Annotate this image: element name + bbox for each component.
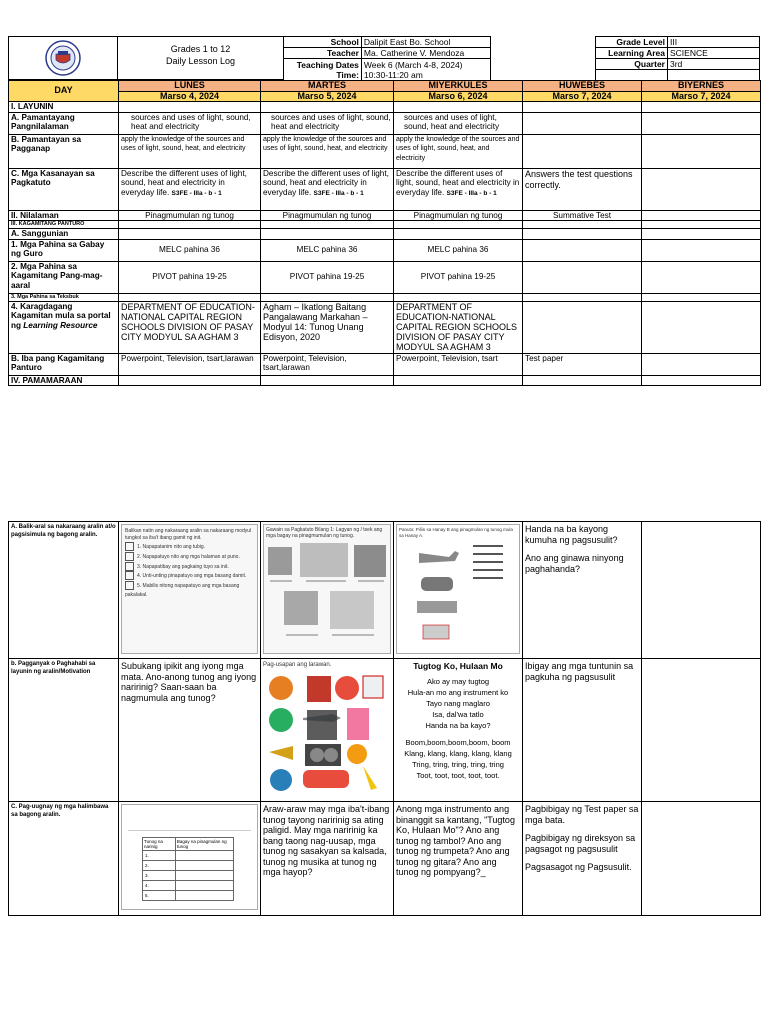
worksheet-cell bbox=[175, 861, 233, 871]
pagganyak-thu: Ibigay ang mga tuntunin sa pagkuha ng pagsusulit bbox=[523, 659, 642, 802]
karagdagan-label-italic: Learning Resource bbox=[23, 320, 98, 330]
kasanayan-tue bbox=[261, 168, 394, 210]
pag-uugnay-thu-2: Pagbibigay ng direksyon sa pagsagot ng pagsusulit bbox=[525, 833, 636, 854]
pang-row bbox=[9, 261, 761, 293]
pamantayang-row bbox=[9, 112, 761, 134]
pag-uugnay-wed: Anong mga instrumento ang binanggit sa kantang, "Tugtog Ko, Hulaan Mo"? Ano ang tunog ng tambol? Ano ang tunog ng trumpeta? Ano ang tunog ng gitara? Ano ang tunog ng pompyang?_ bbox=[394, 802, 523, 916]
kasanayan-thu: Answers the test questions correctly. bbox=[523, 168, 642, 210]
pagganap-tue: apply the knowledge of the sources and uses of light, sound, heat, and electricity bbox=[261, 134, 394, 168]
kasanayan-text: Describe the different uses of light, sound, heat and electricity in everyday life. bbox=[121, 168, 247, 197]
sound-objects-image bbox=[263, 524, 391, 654]
teacher-label: Teacher bbox=[284, 48, 362, 59]
pang-label: 2. Mga Pahina sa Kagamitang Pang-mag-aaral bbox=[9, 261, 119, 293]
kasanayan-text: Describe the different uses of light, sound, heat and electricity in everyday life. bbox=[396, 168, 520, 197]
worksheet-cell bbox=[175, 891, 233, 901]
dates-label bbox=[284, 59, 362, 81]
karagdagan-wed: DEPARTMENT OF EDUCATION-NATIONAL CAPITAL REGION SCHOOLS DIVISION OF PASAY CITY MODYUL SA AGHAM 3 bbox=[394, 301, 523, 353]
kasanayan-wed bbox=[394, 168, 523, 210]
sound-objects-caption: Gawain sa Pagkatuto Bilang 1: Lagyan ng / tsek ang mga bagay na pinagmumulan ng tunog. bbox=[266, 527, 383, 539]
quarter-label: Quarter bbox=[596, 59, 668, 70]
kagamitan-label: III. KAGAMITANG PANTURO bbox=[9, 221, 119, 229]
kasanayan-mon bbox=[119, 168, 261, 210]
sanggunian-row bbox=[9, 229, 761, 240]
worksheet-row: 1. bbox=[143, 851, 176, 861]
worksheet-item bbox=[125, 542, 254, 552]
pagganyak-mon: Subukang ipikit ang iyong mga mata. Ano-anong tunog ang iyong naririnig? Saan-saan ba nagmumula ang tunog? bbox=[119, 659, 261, 802]
pagganyak-caption: Pag-usapan ang larawan. bbox=[263, 662, 332, 668]
pagganyak-label: b. Pagganyak o Paghahabi sa layunin ng aralin/Motivation bbox=[9, 659, 119, 802]
nilalaman-wed: Pinagmumulan ng tunog bbox=[394, 210, 523, 221]
iba-mon: Powerpoint, Television, tsart,larawan bbox=[119, 353, 261, 375]
gabay-tue: MELC pahina 36 bbox=[261, 239, 394, 261]
day-label: DAY bbox=[9, 81, 119, 102]
pamantayang-mon: sources and uses of light, sound, heat and electricity bbox=[119, 112, 261, 134]
balik-aral-fri bbox=[642, 522, 761, 659]
song-title: Tugtog Ko, Hulaan Mo bbox=[413, 661, 503, 671]
worksheet-intro: Balikan natin ang nakaraang aralin sa nakaraang modyul tungkol sa iba't ibang gamit ng init. bbox=[125, 528, 252, 541]
pagganyak-fri bbox=[642, 659, 761, 802]
nilalaman-mon: Pinagmumulan ng tunog bbox=[119, 210, 261, 221]
time-text: 10:30-11:20 am bbox=[363, 69, 423, 80]
song-line: Isa, dal'wa tatlo bbox=[432, 710, 484, 719]
pamantayang-wed: sources and uses of light, sound, heat and electricity bbox=[394, 112, 523, 134]
worksheet-row: 5. bbox=[143, 891, 176, 901]
blank-cell bbox=[668, 70, 760, 81]
song-line: Toot, toot, toot, toot, toot. bbox=[416, 771, 500, 780]
day-fri: BIYERNES bbox=[642, 81, 761, 92]
lesson-log-page2 bbox=[8, 521, 760, 916]
pagganyak-tue bbox=[261, 659, 394, 802]
gabay-label: 1. Mga Pahina sa Gabay ng Guro bbox=[9, 239, 119, 261]
kasanayan-code: S3FE - IIIa - b - 1 bbox=[313, 189, 364, 197]
song-line: Tayo nang maglaro bbox=[426, 699, 490, 708]
teksbuk-row bbox=[9, 293, 761, 301]
balik-aral-thu-q1: Handa na ba kayong kumuha ng pagsusulit? bbox=[525, 524, 618, 545]
matching-pictures bbox=[399, 539, 519, 651]
school-label: School bbox=[284, 37, 362, 48]
pamantayang-label: A. Pamantayang Pangnilalaman bbox=[9, 112, 119, 134]
matching-image bbox=[396, 524, 520, 654]
grade-label: Grade Level bbox=[596, 37, 668, 48]
pag-uugnay-tue: Araw-araw may mga iba't-ibang tunog tayong naririnig sa ating paligid. May mga naririnig ka bang taong nag-uusap, mga tunog ng sasakyan sa kalsada, tunog ng musika at tunog ng mga hayop? bbox=[261, 802, 394, 916]
header-grade-table bbox=[595, 36, 760, 81]
date-thu: Marso 7, 2024 bbox=[523, 91, 642, 102]
nilalaman-row bbox=[9, 210, 761, 221]
worksheet-head2: Bagay na pinagmulan ng tunog bbox=[175, 838, 233, 851]
date-wed: Marso 6, 2024 bbox=[394, 91, 523, 102]
dates-text: Week 6 (March 4-8, 2024) bbox=[363, 59, 463, 70]
date-fri: Marso 7, 2024 bbox=[642, 91, 761, 102]
iba-tue: Powerpoint, Television, tsart,larawan bbox=[261, 353, 394, 375]
gabay-mon: MELC pahina 36 bbox=[119, 239, 261, 261]
iba-thu: Test paper bbox=[523, 353, 642, 375]
worksheet-item-text: 1. Napapatanim nito ang tubig. bbox=[137, 543, 206, 550]
lesson-log-table bbox=[8, 80, 761, 386]
sanggunian-label: A. Sanggunian bbox=[9, 229, 119, 240]
day-tue: MARTES bbox=[261, 81, 394, 92]
pagganap-mon: apply the knowledge of the sources and uses of light, sound, heat, and electricity bbox=[119, 134, 261, 168]
school-value: Dalipit East Bo. School bbox=[361, 37, 490, 48]
iba-row bbox=[9, 353, 761, 375]
pag-uugnay-mon bbox=[119, 802, 261, 916]
day-thu: HUWEBES bbox=[523, 81, 642, 92]
sound-sources-collage bbox=[263, 670, 387, 794]
pag-uugnay-thu-1: Pagbibigay ng Test paper sa mga bata. bbox=[525, 804, 639, 825]
layunin-label: I. LAYUNIN bbox=[9, 102, 119, 113]
gabay-wed: MELC pahina 36 bbox=[394, 239, 523, 261]
matching-caption: Panuto: Piliin sa Hanay B ang pinagmulan ng tunog mula sa Hanay A. bbox=[399, 527, 513, 538]
sound-objects-pictures bbox=[266, 539, 390, 651]
activities-table bbox=[8, 521, 761, 916]
worksheet-item bbox=[125, 571, 254, 581]
time-label-text: Time: bbox=[336, 69, 359, 80]
pang-wed: PIVOT pahina 19-25 bbox=[394, 261, 523, 293]
balik-aral-thu bbox=[523, 522, 642, 659]
karagdagan-label-text: 4. Karagdagang Kagamitan mula sa portal ng bbox=[11, 301, 111, 330]
worksheet-row: 2. bbox=[143, 861, 176, 871]
kasanayan-row bbox=[9, 168, 761, 210]
area-value: SCIENCE bbox=[668, 48, 760, 59]
title-line1: Grades 1 to 12 bbox=[170, 44, 231, 54]
kasanayan-label: C. Mga Kasanayan sa Pagkatuto bbox=[9, 168, 119, 210]
deped-seal-icon bbox=[8, 36, 118, 80]
pagganyak-wed bbox=[394, 659, 523, 802]
title-line2: Daily Lesson Log bbox=[165, 56, 236, 66]
pag-uugnay-row bbox=[9, 802, 761, 916]
pang-tue: PIVOT pahina 19-25 bbox=[261, 261, 394, 293]
pamamaraan-label: IV. PAMAMARAAN bbox=[9, 375, 119, 386]
song-line: Hula-an mo ang instrument ko bbox=[407, 688, 509, 697]
pag-uugnay-thu-3: Pagsasagot ng Pagsusulit. bbox=[525, 862, 632, 872]
karagdagan-mon: DEPARTMENT OF EDUCATION-NATIONAL CAPITAL REGION SCHOOLS DIVISION OF PASAY CITY MODYUL SA AGHAM 3 bbox=[119, 301, 261, 353]
area-label: Learning Area bbox=[596, 48, 668, 59]
kasanayan-code: S3FE - IIIa - b - 1 bbox=[446, 189, 497, 197]
nilalaman-thu: Summative Test bbox=[523, 210, 642, 221]
balik-aral-tue bbox=[261, 522, 394, 659]
pagganyak-row bbox=[9, 659, 761, 802]
worksheet-item bbox=[125, 581, 254, 600]
balik-aral-label: A. Balik-aral sa nakaraang aralin at/o pagsisimula ng bagong aralin. bbox=[9, 522, 119, 659]
iba-wed: Powerpoint, Television, tsart bbox=[394, 353, 523, 375]
day-row bbox=[9, 81, 761, 92]
blank-cell bbox=[596, 70, 668, 81]
pagganap-wed: apply the knowledge of the sources and uses of light, sound, heat, and electricity bbox=[394, 134, 523, 168]
iba-label: B. Iba pang Kagamitang Panturo bbox=[9, 353, 119, 375]
worksheet-item-text: 2. Napapatuyo nito ang mga halaman at puno. bbox=[137, 553, 240, 560]
pamantayang-tue: sources and uses of light, sound, heat and electricity bbox=[261, 112, 394, 134]
worksheet-item bbox=[125, 562, 254, 572]
quarter-value: 3rd bbox=[668, 59, 760, 70]
worksheet-cell bbox=[175, 851, 233, 861]
song-line: Tring, tring, tring, tring, tring bbox=[412, 760, 504, 769]
balik-aral-mon bbox=[119, 522, 261, 659]
teksbuk-label: 3. Mga Pahina sa Teksbuk bbox=[9, 293, 119, 301]
date-row bbox=[9, 91, 761, 102]
karagdagan-tue: Agham – Ikatlong Baitang Pangalawang Markahan – Modyul 14: Tunog Unang Edisyon, 2020 bbox=[261, 301, 394, 353]
worksheet-item-text: 5. Mabilis nitong napapatuyo ang mga basang pakalakal. bbox=[125, 583, 240, 599]
worksheet-cell bbox=[175, 871, 233, 881]
worksheet-row: 4. bbox=[143, 881, 176, 891]
worksheet-item-text: 3. Napapatibay ang pagkaing tuyo sa init. bbox=[137, 563, 229, 570]
nilalaman-label: II. Nilalaman bbox=[9, 210, 119, 221]
layunin-row bbox=[9, 102, 761, 113]
pag-uugnay-label: C. Pag-uugnay ng mga halimbawa sa bagong aralin. bbox=[9, 802, 119, 916]
pagganap-label: B. Pamantayan sa Pagganap bbox=[9, 134, 119, 168]
kasanayan-text: Describe the different uses of light, sound, heat and electricity in everyday life. bbox=[263, 168, 389, 197]
karagdagan-label bbox=[9, 301, 119, 353]
teacher-value: Ma. Catherine V. Mendoza bbox=[361, 48, 490, 59]
dates-label-text: Teaching Dates bbox=[296, 59, 359, 70]
song-line: Boom,boom,boom,boom, boom bbox=[405, 738, 511, 747]
balik-aral-wed bbox=[394, 522, 523, 659]
balik-aral-row bbox=[9, 522, 761, 659]
pamamaraan-row bbox=[9, 375, 761, 386]
date-mon: Marso 4, 2024 bbox=[119, 91, 261, 102]
worksheet-image bbox=[121, 524, 258, 654]
day-wed: MIYERKULES bbox=[394, 81, 523, 92]
karagdagan-row bbox=[9, 301, 761, 353]
nilalaman-tue: Pinagmumulan ng tunog bbox=[261, 210, 394, 221]
pag-uugnay-fri bbox=[642, 802, 761, 916]
pang-mon: PIVOT pahina 19-25 bbox=[119, 261, 261, 293]
kasanayan-code: S3FE - IIIa - b - 1 bbox=[171, 189, 222, 197]
song-line: Handa na ba kayo? bbox=[425, 721, 491, 730]
pagganap-row bbox=[9, 134, 761, 168]
doc-title bbox=[118, 36, 283, 80]
song-line: Ako ay may tugtog bbox=[426, 677, 490, 686]
pag-uugnay-thu bbox=[523, 802, 642, 916]
dates-value bbox=[361, 59, 490, 81]
worksheet-item-text: 4. Unti-unting pinapatuyo ang mga basang damit. bbox=[137, 573, 247, 580]
worksheet-head1: Tunog na narinig bbox=[143, 838, 176, 851]
worksheet-cell bbox=[175, 881, 233, 891]
lesson-log-page1 bbox=[8, 36, 760, 386]
worksheet-row: 3. bbox=[143, 871, 176, 881]
date-tue: Marso 5, 2024 bbox=[261, 91, 394, 102]
day-mon: LUNES bbox=[119, 81, 261, 92]
song-line: Klang, klang, klang, klang, klang bbox=[404, 749, 512, 758]
worksheet-table bbox=[142, 837, 234, 901]
header-info-table bbox=[283, 36, 491, 81]
header bbox=[8, 36, 760, 80]
grade-value: III bbox=[668, 37, 760, 48]
kagamitan-row bbox=[9, 221, 761, 229]
worksheet-item bbox=[125, 552, 254, 562]
table-worksheet-image bbox=[121, 804, 258, 910]
balik-aral-thu-q2: Ano ang ginawa ninyong paghahanda? bbox=[525, 553, 624, 574]
worksheet-header-strip bbox=[128, 811, 251, 831]
gabay-row bbox=[9, 239, 761, 261]
